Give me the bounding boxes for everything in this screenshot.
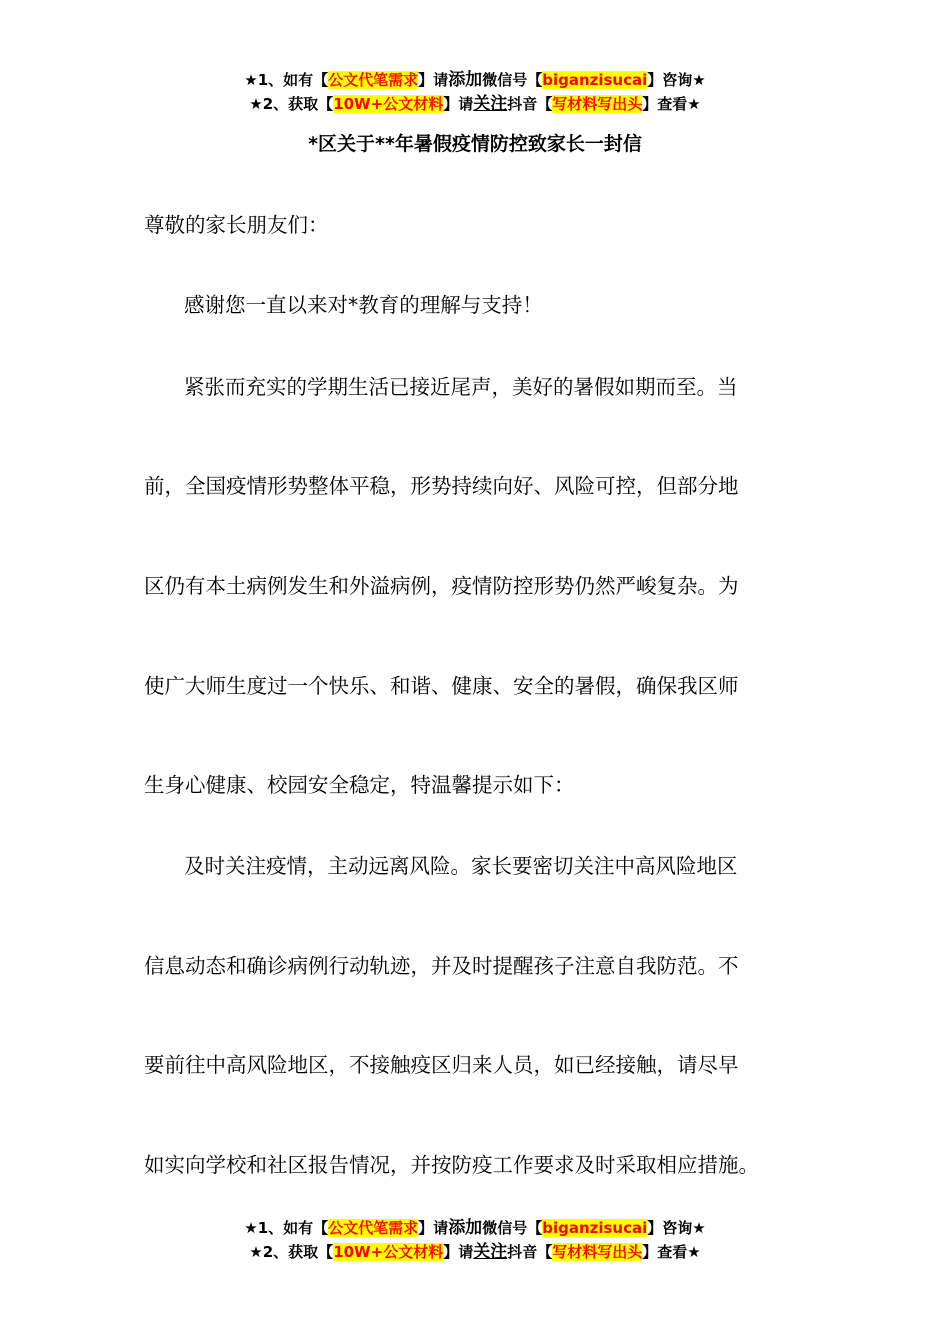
- body-line: 信息动态和确诊病例行动轨迹，并及时提醒孩子注意自我防范。不: [144, 954, 739, 978]
- salutation: 尊敬的家长朋友们：: [144, 213, 329, 237]
- promo-emphasis: 添加: [448, 1218, 483, 1238]
- body-line: 生身心健康、校园安全稳定，特温馨提示如下：: [144, 773, 575, 797]
- body-line: 要前往中高风险地区，不接触疫区归来人员，如已经接触，请尽早: [144, 1053, 739, 1077]
- promo-text: ★2、获取【: [249, 95, 334, 113]
- promo-text: ★2、获取【: [249, 1243, 334, 1261]
- promo-line-1: [0, 68, 950, 92]
- body-line: 前，全国疫情形势整体平稳，形势持续向好、风险可控，但部分地: [144, 474, 739, 498]
- promo-text: ★1、如有【: [244, 1219, 329, 1237]
- promo-line-2: [0, 1240, 950, 1264]
- promo-text: 】咨询★: [647, 71, 706, 89]
- promo-highlight: 10W+公文材料: [333, 95, 444, 113]
- promo-line-1: [0, 1216, 950, 1240]
- promo-highlight: 10W+公文材料: [333, 1243, 444, 1261]
- promo-emphasis: 关注: [473, 1242, 508, 1262]
- promo-text: 】咨询★: [647, 1219, 706, 1237]
- promo-line-2: [0, 92, 950, 116]
- promo-text: 抖音【: [507, 1243, 553, 1261]
- body-line: 区仍有本土病例发生和外溢病例，疫情防控形势仍然严峻复杂。为: [144, 574, 739, 598]
- promo-text: 微信号【: [482, 71, 543, 89]
- promo-highlight: 公文代笔需求: [328, 71, 419, 89]
- promo-text: 】请: [443, 1243, 474, 1261]
- top-promo-banner: [0, 68, 950, 116]
- promo-highlight: 写材料写出头: [552, 1243, 643, 1261]
- promo-highlight: biganzisucai: [542, 1219, 648, 1237]
- document-title: *区关于**年暑假疫情防控致家长一封信: [308, 133, 642, 155]
- promo-emphasis: 添加: [448, 70, 483, 90]
- body-line: 及时关注疫情，主动远离风险。家长要密切关注中高风险地区: [184, 854, 738, 878]
- promo-highlight: biganzisucai: [542, 71, 648, 89]
- promo-text: ★1、如有【: [244, 71, 329, 89]
- promo-text: 】请: [418, 71, 449, 89]
- promo-text: 微信号【: [482, 1219, 543, 1237]
- bottom-promo-banner: [0, 1216, 950, 1264]
- promo-highlight: 公文代笔需求: [328, 1219, 419, 1237]
- promo-text: 】请: [443, 95, 474, 113]
- promo-text: 】请: [418, 1219, 449, 1237]
- promo-emphasis: 关注: [473, 94, 508, 114]
- promo-text: 抖音【: [507, 95, 553, 113]
- body-line: 感谢您一直以来对*教育的理解与支持！: [184, 293, 543, 317]
- promo-text: 】查看★: [642, 1243, 701, 1261]
- promo-highlight: 写材料写出头: [552, 95, 643, 113]
- body-line: 紧张而充实的学期生活已接近尾声，美好的暑假如期而至。当: [184, 375, 738, 399]
- promo-text: 】查看★: [642, 95, 701, 113]
- body-line: 使广大师生度过一个快乐、和谐、健康、安全的暑假，确保我区师: [144, 674, 739, 698]
- body-line: 如实向学校和社区报告情况，并按防疫工作要求及时采取相应措施。: [144, 1153, 759, 1177]
